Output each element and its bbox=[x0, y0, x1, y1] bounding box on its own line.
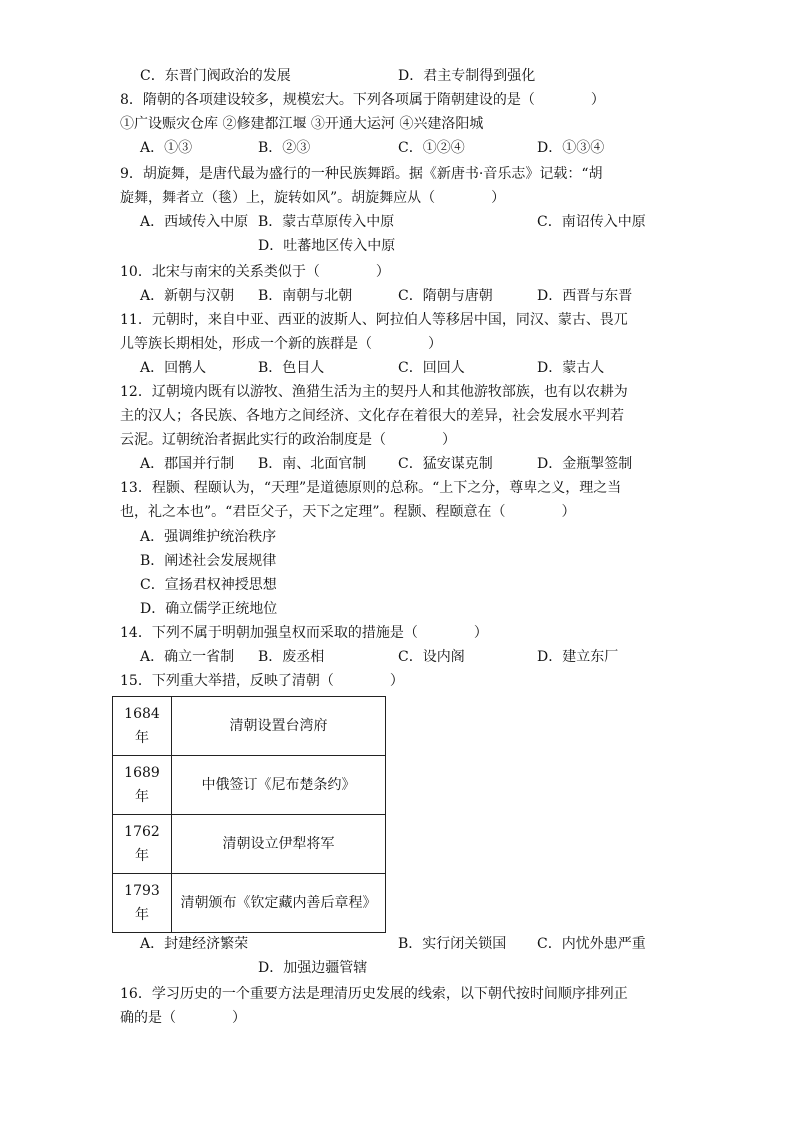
q11-a-line: A．回鹘人 bbox=[140, 360, 207, 376]
q14-stem-line: 14．下列不属于明朝加强皇权而采取的措施是（ ） bbox=[120, 625, 488, 641]
q13-c-line: C．宣扬君权神授思想 bbox=[140, 577, 277, 593]
q10-c-line: C．隋朝与唐朝 bbox=[398, 288, 493, 304]
q9-c-line: C．南诏传入中原 bbox=[537, 214, 646, 230]
q10-a-line: A．新朝与汉朝 bbox=[140, 288, 235, 304]
q9-stem-2-line: 旋舞，舞者立（毯）上，旋转如风”。胡旋舞应从（ ） bbox=[120, 190, 506, 206]
table-row bbox=[113, 697, 386, 756]
event-cell: 清朝设立伊犁将军 bbox=[172, 815, 386, 874]
q10-d-line: D．西晋与东晋 bbox=[537, 288, 633, 304]
q8-stem-line: 8．隋朝的各项建设较多，规模宏大。下列各项属于隋朝建设的是（ ） bbox=[120, 92, 605, 108]
q11-c-line: C．回回人 bbox=[398, 360, 465, 376]
q9-stem-1-line: 9．胡旋舞，是唐代最为盛行的一种民族舞蹈。据《新唐书·音乐志》记载：“胡 bbox=[120, 166, 603, 182]
q12-b-line: B．南、北面官制 bbox=[258, 456, 367, 472]
q15-stem-line: 15．下列重大举措，反映了清朝（ ） bbox=[120, 673, 404, 689]
q13-stem-2-line: 也，礼之本也”。“君臣父子，天下之定理”。程颢、程颐意在（ ） bbox=[120, 504, 576, 520]
q8-c-line: C．①②④ bbox=[398, 140, 465, 156]
q8-items-line: ①广设赈灾仓库 ②修建都江堰 ③开通大运河 ④兴建洛阳城 bbox=[120, 116, 484, 132]
q8-a-line: A．①③ bbox=[140, 140, 193, 156]
q7-d-line: D．君主专制得到强化 bbox=[398, 68, 536, 84]
year-cell: 1684 年 bbox=[113, 697, 172, 756]
q12-c-line: C．猛安谋克制 bbox=[398, 456, 493, 472]
year-cell: 1689 年 bbox=[113, 756, 172, 815]
q15-events-table bbox=[112, 696, 386, 933]
q13-d-line: D．确立儒学正统地位 bbox=[140, 601, 278, 617]
q12-a-line: A．郡国并行制 bbox=[140, 456, 235, 472]
table-row bbox=[113, 756, 386, 815]
q11-stem-2-line: 儿等族长期相处，形成一个新的族群是（ ） bbox=[120, 336, 442, 352]
q16-stem-1-line: 16．学习历史的一个重要方法是理清历史发展的线索，以下朝代按时间顺序排列正 bbox=[120, 986, 628, 1002]
q15-a-line: A．封建经济繁荣 bbox=[140, 936, 249, 952]
q12-d-line: D．金瓶掣签制 bbox=[537, 456, 633, 472]
q12-stem-2-line: 主的汉人；各民族、各地方之间经济、文化存在着很大的差异，社会发展水平判若 bbox=[120, 408, 624, 424]
q15-d-line: D．加强边疆管辖 bbox=[258, 960, 368, 976]
q11-stem-1-line: 11．元朝时，来自中亚、西亚的波斯人、阿拉伯人等移居中国，同汉、蒙古、畏兀 bbox=[120, 312, 628, 328]
event-cell: 清朝颁布《钦定藏内善后章程》 bbox=[172, 874, 386, 933]
q13-stem-1-line: 13．程颢、程颐认为，“天理”是道德原则的总称。“上下之分，尊卑之义，理之当 bbox=[120, 480, 622, 496]
q8-d-line: D．①③④ bbox=[537, 140, 605, 156]
q12-stem-1-line: 12．辽朝境内既有以游牧、渔猎生活为主的契丹人和其他游牧部族，也有以农耕为 bbox=[120, 384, 628, 400]
event-cell: 中俄签订《尼布楚条约》 bbox=[172, 756, 386, 815]
event-cell: 清朝设置台湾府 bbox=[172, 697, 386, 756]
q13-a-line: A．强调维护统治秩序 bbox=[140, 529, 277, 545]
q9-b-line: B．蒙古草原传入中原 bbox=[258, 214, 395, 230]
q9-d-line: D．吐蕃地区传入中原 bbox=[258, 238, 396, 254]
table-row bbox=[113, 874, 386, 933]
q11-d-line: D．蒙古人 bbox=[537, 360, 605, 376]
year-cell: 1762 年 bbox=[113, 815, 172, 874]
q14-a-line: A．确立一省制 bbox=[140, 649, 235, 665]
q12-stem-3-line: 云泥。辽朝统治者据此实行的政治制度是（ ） bbox=[120, 432, 456, 448]
q10-stem-line: 10．北宋与南宋的关系类似于（ ） bbox=[120, 264, 390, 280]
q14-b-line: B．废丞相 bbox=[258, 649, 325, 665]
q7-c-line: C．东晋门阀政治的发展 bbox=[140, 68, 291, 84]
q11-b-line: B．色目人 bbox=[258, 360, 325, 376]
q15-c-line: C．内忧外患严重 bbox=[537, 936, 646, 952]
year-cell: 1793 年 bbox=[113, 874, 172, 933]
q14-d-line: D．建立东厂 bbox=[537, 649, 619, 665]
q16-stem-2-line: 确的是（ ） bbox=[120, 1010, 246, 1026]
q13-b-line: B．阐述社会发展规律 bbox=[140, 553, 277, 569]
q8-b-line: B．②③ bbox=[258, 140, 311, 156]
q14-c-line: C．设内阁 bbox=[398, 649, 465, 665]
q9-a-line: A．西域传入中原 bbox=[140, 214, 249, 230]
q15-b-line: B．实行闭关锁国 bbox=[398, 936, 507, 952]
table-row bbox=[113, 815, 386, 874]
q10-b-line: B．南朝与北朝 bbox=[258, 288, 353, 304]
